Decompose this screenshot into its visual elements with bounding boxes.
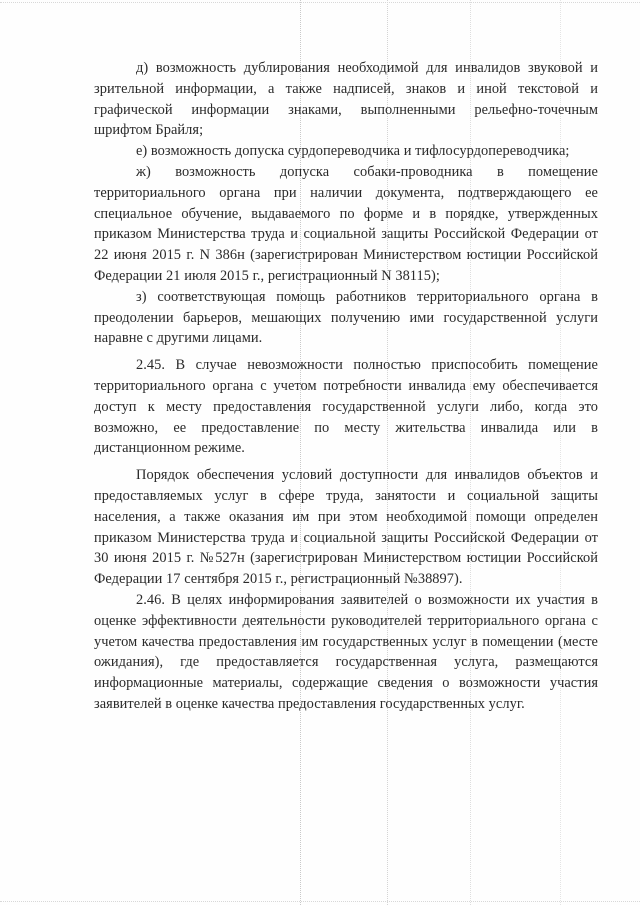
scan-artifact-edge — [0, 901, 640, 902]
paragraph-item-d: д) возможность дублирования необходимой для инвалидов звуковой и зрительной информации, а также надписей, знаков и иной текстовой и графической информации знаками, выполненными рельефно-точечным шрифтом Брайля; — [94, 60, 598, 139]
paragraph-item-e: е) возможность допуска сурдопереводчика и тифлосурдопереводчика; — [136, 143, 570, 160]
document-body — [94, 58, 598, 715]
paragraph-item-z: з) соответствующая помощь работников территориального органа в преодолении барьеров, мешающих получению ими государственной услуги наравне с другими лицами. — [94, 288, 598, 347]
scan-artifact-edge — [0, 2, 640, 3]
paragraph-2-46: 2.46. В целях информирования заявителей о возможности их участия в оценке эффективности деятельности руководителей территориального органа с учетом качества предоставления им государственных услуг в помещении (месте ожидания), где предоставляется государственная услуга, размещаются информационные материалы, содержащие сведения о возможности участия заявителей в оценке качества предоставления государственных услуг. — [94, 591, 598, 712]
paragraph-item-zh: ж) возможность допуска собаки-проводника в помещение территориального органа при наличии документа, подтверждающего ее специальное обучение, выдаваемого по форме и в порядке, утвержденных приказом Министерства труда и социальной защиты Российской Федерации от 22 июня 2015 г. N 386н (зарегистрирован Министерством юстиции Российской Федерации 21 июля 2015 г., регистрационный N 38115); — [94, 163, 598, 284]
paragraph-procedure: Порядок обеспечения условий доступности для инвалидов объектов и предоставляемых услуг в сфере труда, занятости и социальной защиты населения, а также оказания им при этом необходимой помощи определен приказом Министерства труда и социальной защиты Российской Федерации от 30 июня 2015 г. №527н (зарегистрирован Министерством юстиции Российской Федерации 17 сентября 2015 г., регистрационный №38897). — [94, 467, 598, 588]
paragraph-2-45: 2.45. В случае невозможности полностью приспособить помещение территориального органа с учетом потребности инвалида ему обеспечивается доступ к месту предоставления государственной услуги либо, когда это возможно, ее предоставление по месту жительства инвалида или в дистанционном режиме. — [94, 357, 598, 457]
